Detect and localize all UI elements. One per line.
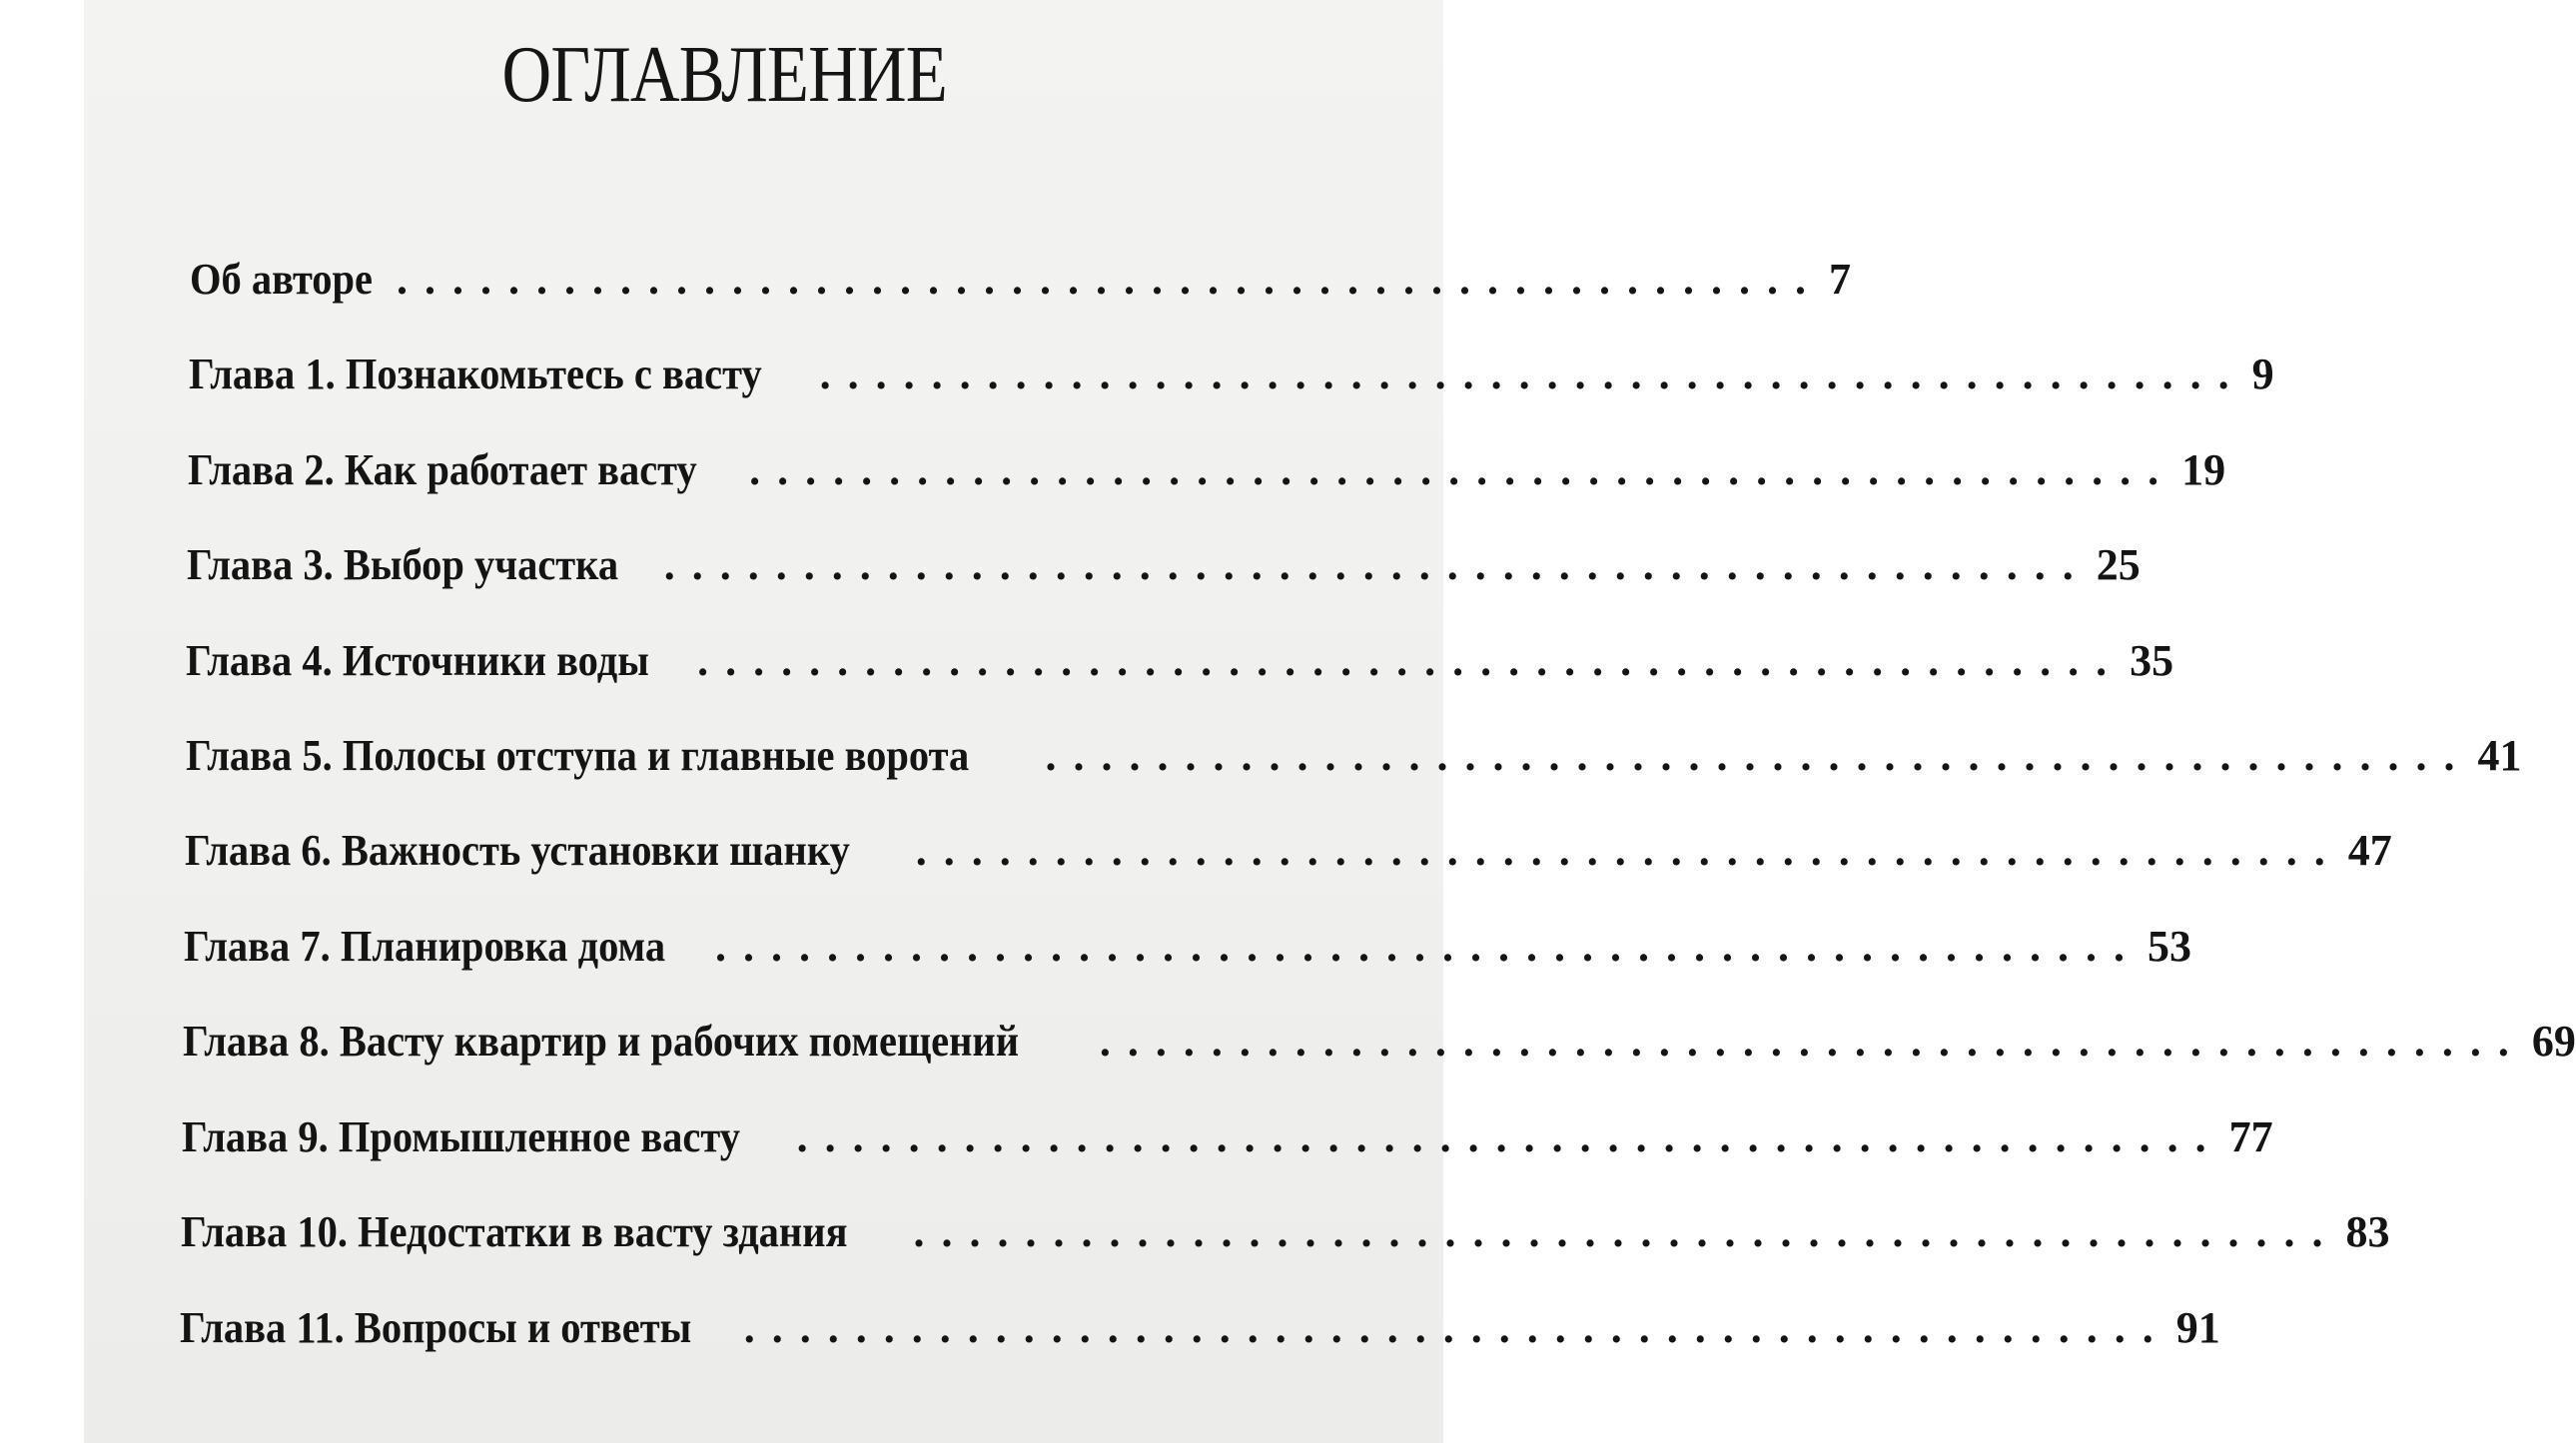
dot-leader: ................................................... [663, 540, 2091, 589]
toc-entry-label: Глава 2. Как работает васту [188, 445, 697, 494]
toc-entry-label: Об авторе [190, 255, 374, 304]
toc-entry-page: 9 [2251, 350, 2274, 398]
toc-entry-label: Глава 6. Важность установки шанку [185, 826, 850, 875]
dot-leader: ................................................... [915, 826, 2342, 875]
toc-entry-page: 7 [1828, 255, 1851, 304]
toc-entry-label: Глава 3. Выбор участка [187, 540, 619, 589]
dot-leader: ................................................... [796, 1112, 2223, 1161]
toc-entry-page: 69 [2531, 1017, 2576, 1066]
toc-entry-chapter-5 [186, 721, 2522, 781]
dot-leader: ................................................... [697, 636, 2125, 685]
toc-entry-label: Глава 8. Васту квартир и рабочих помещений [183, 1017, 1020, 1066]
toc-entry-chapter-9 [182, 1102, 2273, 1162]
toc-entry-page: 91 [2175, 1303, 2220, 1352]
toc-entry-page: 83 [2345, 1207, 2390, 1256]
toc-entry-label: Глава 10. Недостатки в васту здания [181, 1207, 848, 1256]
dot-leader: ................................................... [1045, 731, 2472, 780]
toc-entry-chapter-2 [188, 435, 2226, 495]
toc-entry-label: Глава 4. Источники воды [186, 636, 649, 685]
toc-entry-about-author [190, 245, 1851, 305]
toc-entry-chapter-8 [183, 1007, 2576, 1067]
toc-entry-label: Глава 5. Полосы отступа и главные ворота [186, 731, 970, 780]
dot-leader: ................................................... [715, 922, 2143, 971]
toc-entry-chapter-1 [189, 340, 2274, 399]
toc-entry-chapter-11 [180, 1293, 2220, 1353]
toc-entry-label: Глава 7. Планировка дома [184, 922, 666, 971]
toc-entry-page: 25 [2096, 540, 2141, 589]
toc-entry-chapter-10 [181, 1197, 2390, 1257]
toc-entry-page: 41 [2477, 731, 2522, 780]
toc-entry-chapter-3 [187, 530, 2141, 590]
page-title: ОГЛАВЛЕНИЕ [501, 31, 947, 119]
toc-entry-label: Глава 1. Познакомьтесь с васту [189, 350, 762, 398]
toc-entry-chapter-4 [186, 626, 2174, 686]
toc-entry-page: 53 [2147, 922, 2192, 971]
toc-entry-label: Глава 11. Вопросы и ответы [180, 1303, 692, 1352]
dot-leader: ................................................... [743, 1303, 2170, 1352]
toc-entry-chapter-7 [184, 912, 2192, 972]
dot-leader: ................................................... [396, 255, 1823, 304]
dot-leader: ................................................... [1099, 1017, 2526, 1066]
toc-entry-page: 47 [2347, 826, 2392, 875]
toc-entry-label: Глава 9. Промышленное васту [182, 1112, 740, 1161]
toc-entry-page: 77 [2228, 1112, 2273, 1161]
dot-leader: ................................................... [913, 1207, 2340, 1256]
toc-entry-chapter-6 [185, 816, 2392, 876]
toc-entry-page: 35 [2130, 636, 2174, 685]
dot-leader: ................................................... [749, 445, 2176, 494]
dot-leader: ................................................... [819, 350, 2246, 398]
toc-entry-page: 19 [2181, 445, 2226, 494]
